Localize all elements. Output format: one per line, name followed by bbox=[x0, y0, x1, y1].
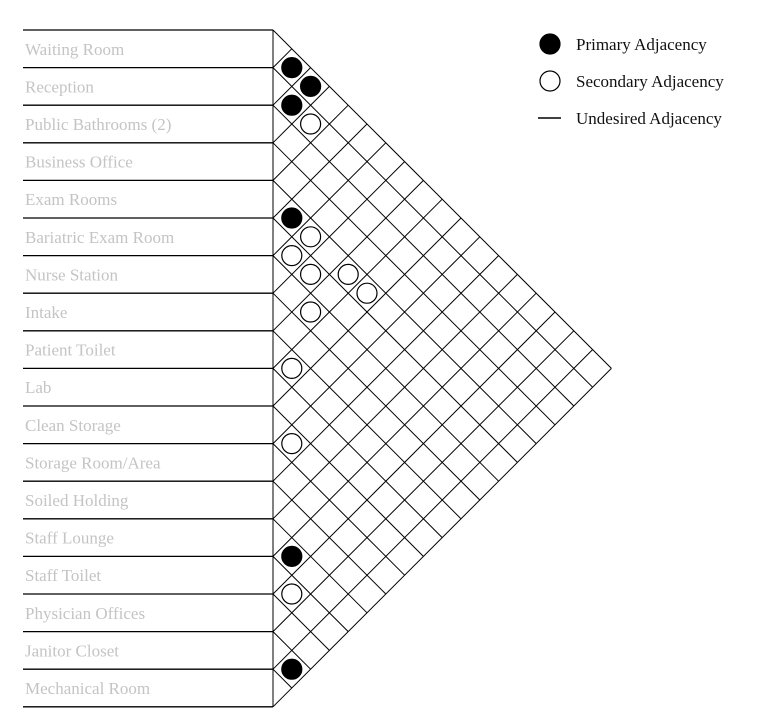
secondary-adjacency-mark bbox=[301, 227, 321, 247]
room-label: Storage Room/Area bbox=[25, 453, 161, 473]
filled-circle-icon bbox=[540, 34, 560, 54]
secondary-adjacency-mark bbox=[301, 264, 321, 284]
grid-line bbox=[273, 124, 367, 218]
room-label: Janitor Closet bbox=[25, 641, 119, 661]
room-label: Waiting Room bbox=[25, 39, 125, 59]
grid-line bbox=[273, 68, 593, 388]
legend bbox=[538, 34, 724, 128]
primary-adjacency-mark bbox=[282, 95, 302, 115]
grid-line bbox=[273, 350, 593, 670]
room-label: Business Office bbox=[25, 152, 133, 172]
secondary-adjacency-mark bbox=[357, 283, 377, 303]
open-circle-icon bbox=[540, 71, 560, 91]
secondary-adjacency-mark bbox=[282, 434, 302, 454]
room-label: Clean Storage bbox=[25, 415, 121, 435]
room-label: Reception bbox=[25, 77, 94, 97]
grid-line bbox=[273, 368, 442, 537]
secondary-adjacency-mark bbox=[282, 584, 302, 604]
secondary-adjacency-mark bbox=[282, 246, 302, 266]
secondary-adjacency-mark bbox=[282, 358, 302, 378]
primary-adjacency-mark bbox=[282, 208, 302, 228]
legend-label: Secondary Adjacency bbox=[576, 72, 724, 91]
room-label: Nurse Station bbox=[25, 265, 119, 285]
grid-line bbox=[273, 293, 480, 500]
grid-line bbox=[273, 86, 329, 142]
room-label: Mechanical Room bbox=[25, 679, 151, 698]
room-label: Patient Toilet bbox=[25, 340, 116, 360]
primary-adjacency-mark bbox=[282, 659, 302, 679]
primary-adjacency-mark bbox=[301, 76, 321, 96]
grid-line bbox=[273, 312, 555, 594]
secondary-adjacency-mark bbox=[301, 302, 321, 322]
legend-label: Undesired Adjacency bbox=[576, 109, 722, 128]
room-label: Bariatric Exam Room bbox=[25, 227, 175, 247]
secondary-adjacency-mark bbox=[338, 264, 358, 284]
room-label: Staff Toilet bbox=[25, 566, 102, 586]
room-label: Public Bathrooms (2) bbox=[25, 115, 172, 134]
room-label: Intake bbox=[25, 303, 68, 322]
room-label: Soiled Holding bbox=[25, 491, 129, 510]
secondary-adjacency-mark bbox=[301, 114, 321, 134]
room-label: Staff Lounge bbox=[25, 528, 114, 548]
adjacency-marks bbox=[282, 58, 377, 680]
room-label: Lab bbox=[25, 378, 52, 398]
primary-adjacency-mark bbox=[282, 58, 302, 78]
grid-line bbox=[273, 594, 329, 650]
grid-line bbox=[273, 218, 517, 462]
room-label: Exam Rooms bbox=[25, 190, 118, 210]
legend-label: Primary Adjacency bbox=[576, 35, 707, 54]
primary-adjacency-mark bbox=[282, 546, 302, 566]
room-label: Physician Offices bbox=[25, 603, 146, 623]
